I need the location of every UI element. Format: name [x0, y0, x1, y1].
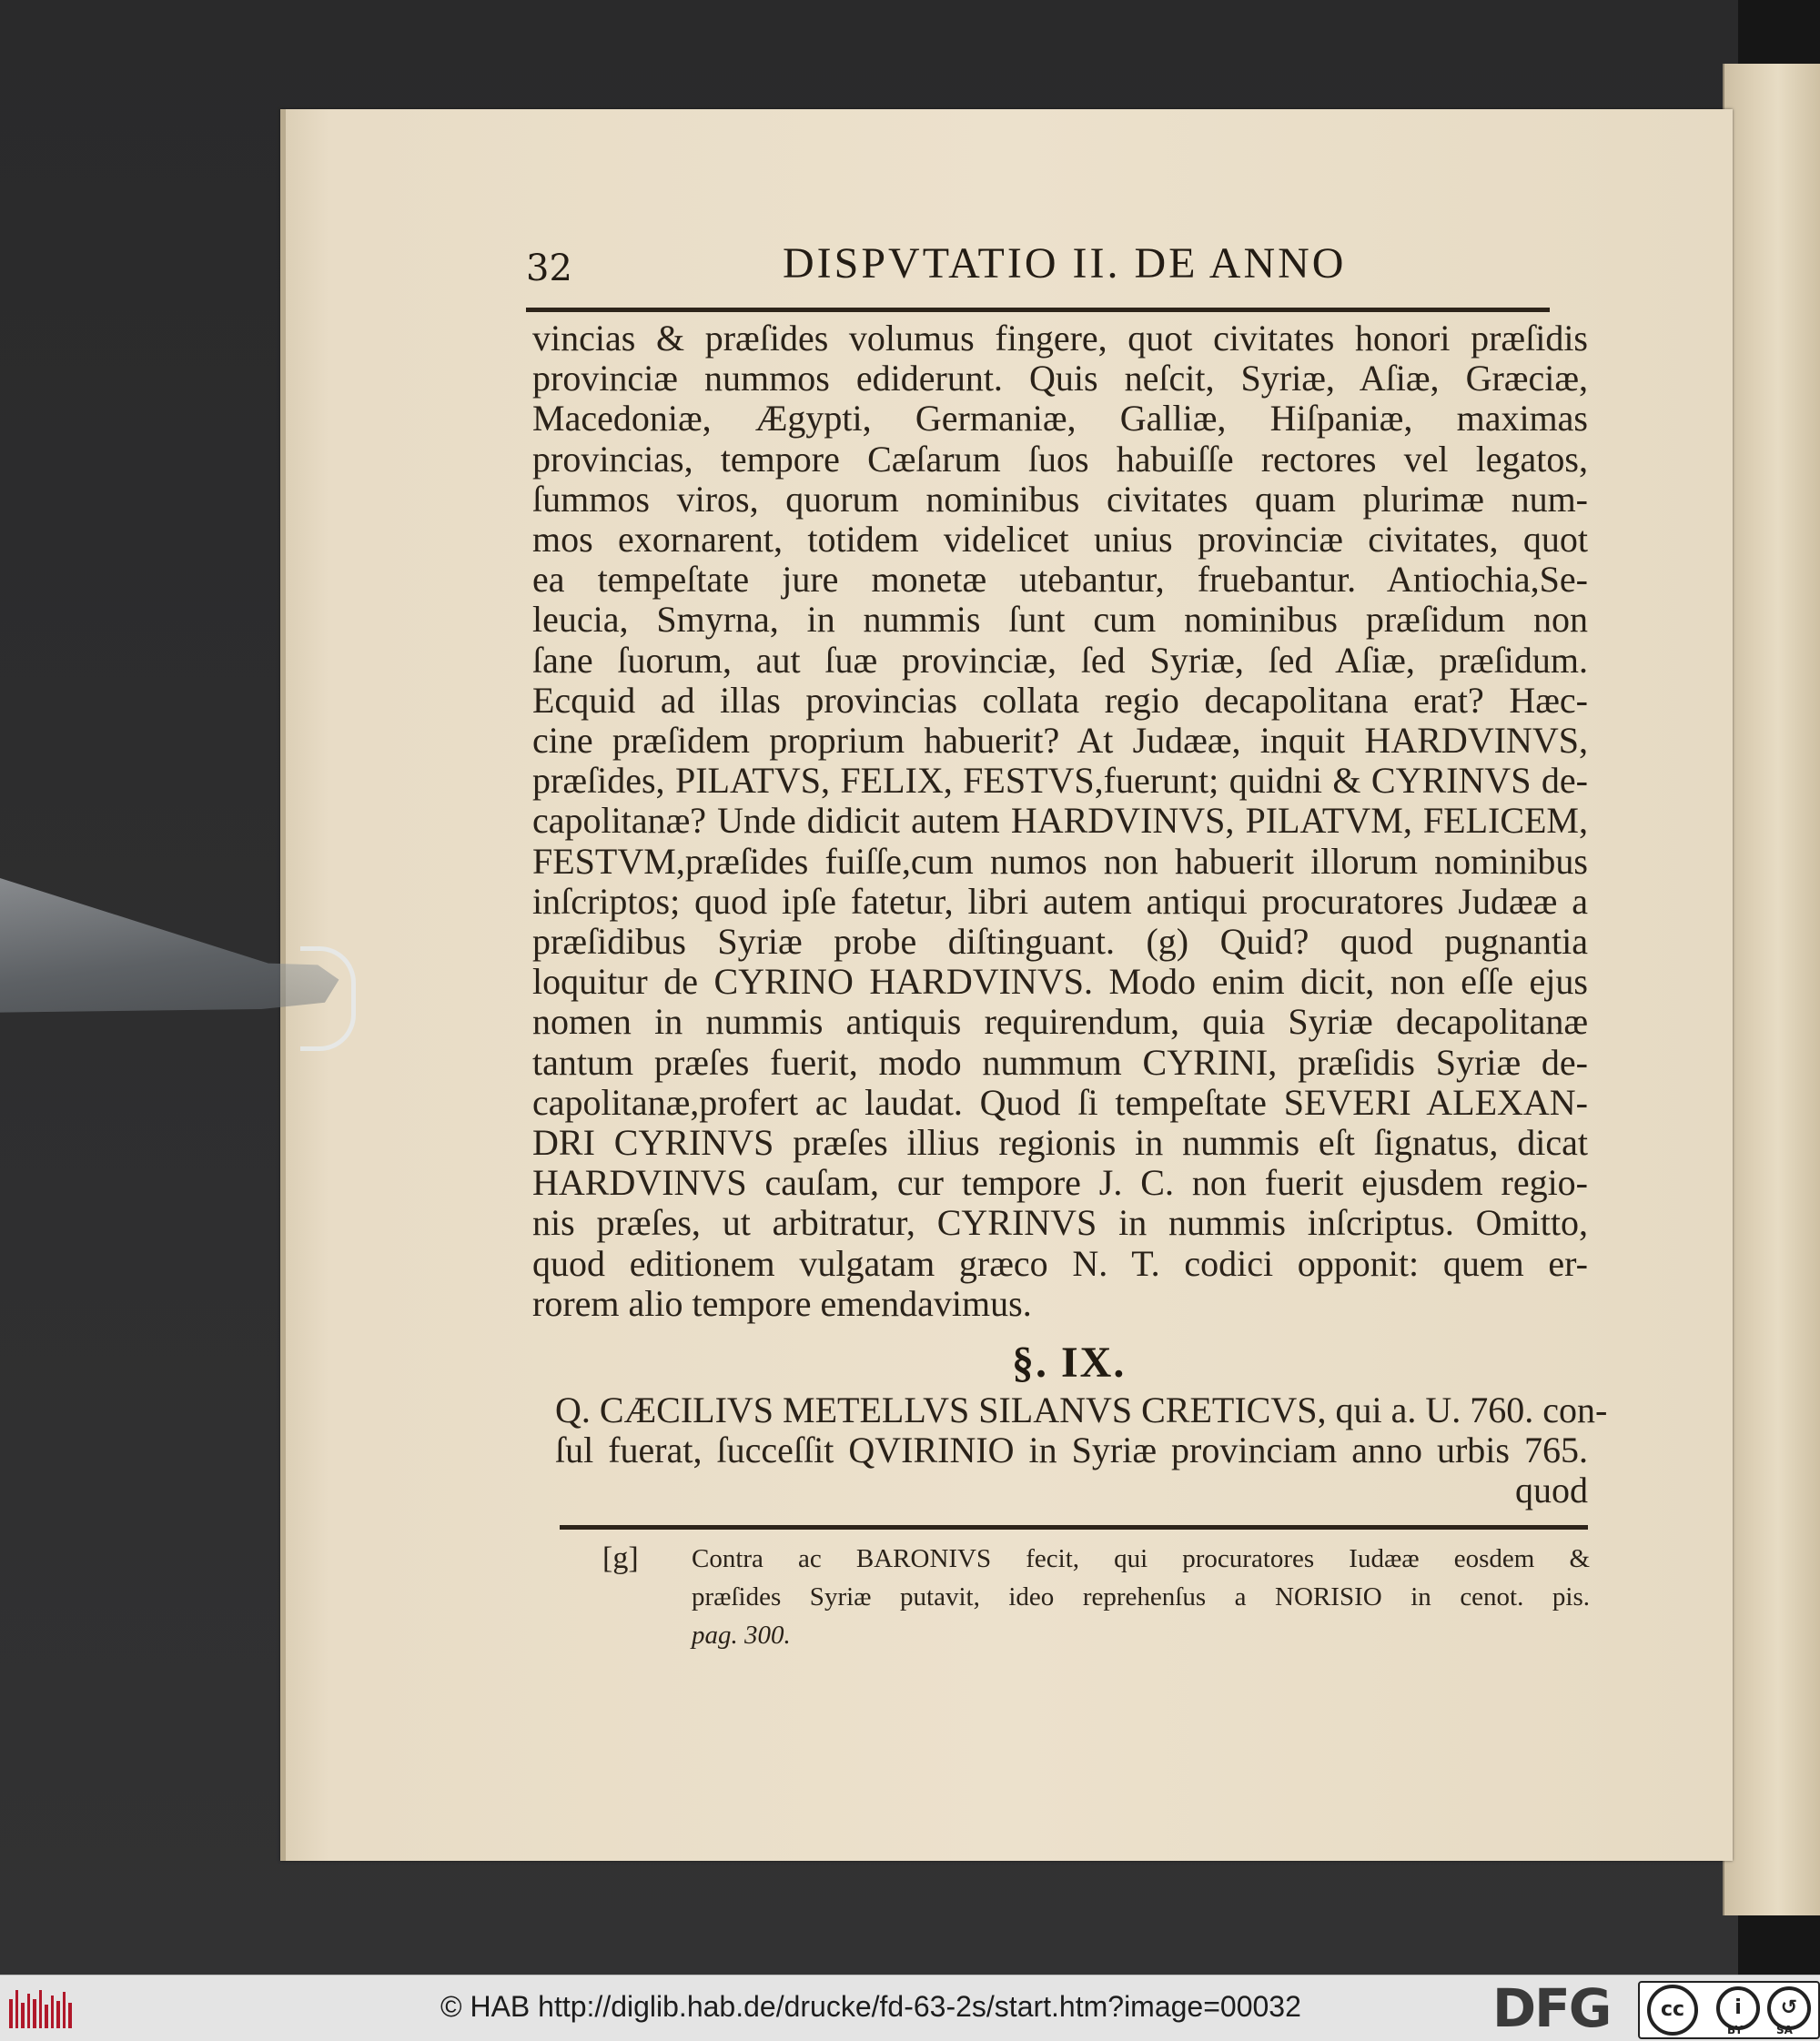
footnote-body: [692, 1540, 1590, 1654]
body-line: vincias & præſides volumus fingere, quot civitates honori præſidis: [532, 318, 1588, 359]
body-line: leucia, Smyrna, in nummis ſunt cum nominibus præſidum non: [532, 599, 1588, 641]
by-label: BY: [1727, 2024, 1744, 2036]
attribution-icon: i: [1716, 1986, 1760, 2030]
body-line: ea tempeſtate jure monetæ utebantur, fruebantur. Antiochia,Se-: [532, 559, 1588, 601]
section-line: ſul fuerat, ſucceſſit QVIRINIO in Syriæ provinciam anno urbis 765.: [555, 1430, 1588, 1470]
hab-logo-icon: [7, 1986, 76, 2032]
footnote-line: Contra ac BARONIVS fecit, qui procuratores Iudææ eosdem &: [692, 1544, 1590, 1573]
body-line: rorem alio tempore emendavimus.: [532, 1282, 1032, 1324]
body-line: cine præſidem proprium habuerit? At Judææ, inquit HARDVINVS,: [532, 720, 1588, 762]
body-line: provinciæ nummos ediderunt. Quis neſcit, Syriæ, Aſiæ, Græciæ,: [532, 358, 1588, 399]
body-line: Ecquid ad illas provincias collata regio decapolitana erat? Hæc-: [532, 679, 1588, 721]
share-alike-icon: ↺: [1767, 1986, 1811, 2030]
section-heading: §. IX.: [1012, 1339, 1127, 1387]
body-line: ſane ſuorum, aut ſuæ provinciæ, ſed Syriæ, ſed Aſiæ, præſidum.: [532, 639, 1588, 681]
section-text: [555, 1389, 1608, 1511]
citation-link[interactable]: © HAB http://diglib.hab.de/drucke/fd-63-2s/start.htm?image=00032: [440, 1990, 1301, 2023]
page-header: [526, 238, 1550, 289]
body-line: ſummos viros, quorum nominibus civitates quam plurimæ num-: [532, 478, 1588, 520]
body-line: HARDVINVS cauſam, cur tempore J. C. non fuerit ejusdem regio-: [532, 1162, 1588, 1204]
cc-icon: cc: [1647, 1985, 1698, 2036]
sa-label: SA: [1776, 2024, 1793, 2036]
header-rule: [526, 308, 1550, 312]
body-line: capolitanæ,profert ac laudat. Quod ſi tempeſtate SEVERI ALEXAN-: [532, 1081, 1588, 1123]
running-head: DISPVTATIO II. DE ANNO: [783, 239, 1347, 288]
page-clamp-tip: [300, 946, 356, 1051]
body-line: mos exornarent, totidem videlicet unius provinciæ civitates, quot: [532, 519, 1588, 561]
book-spine: [1723, 64, 1820, 1915]
body-line: nomen in nummis antiquis requirendum, quia Syriæ decapolitanæ: [532, 1001, 1588, 1043]
body-line: loquitur de CYRINO HARDVINVS. Modo enim dicit, non eſſe ejus: [532, 961, 1588, 1003]
page-number: 32: [526, 248, 572, 289]
body-line: inſcriptos; quod ipſe fatetur, libri autem antiqui procuratores Judææ a: [532, 880, 1588, 922]
body-line: FESTVM,præſides fuiſſe,cum numos non habuerit illorum nominibus: [532, 840, 1588, 882]
body-line: DRI CYRINVS præſes illius regionis in nummis eſt ſignatus, dicat: [532, 1122, 1588, 1164]
cc-license-badge[interactable]: [1638, 1981, 1820, 2039]
footnote-rule: [560, 1525, 1588, 1530]
citation-bar: [0, 1975, 1820, 2041]
body-line: Macedoniæ, Ægypti, Germaniæ, Galliæ, Hiſpaniæ, maximas: [532, 398, 1588, 440]
body-line: provincias, tempore Cæſarum ſuos habuiſſe rectores vel legatos,: [532, 438, 1588, 480]
dfg-logo: DFG: [1492, 1977, 1611, 2039]
body-line: capolitanæ? Unde didicit autem HARDVINVS, PILATVM, FELICEM,: [532, 800, 1588, 842]
body-line: præſidibus Syriæ probe diſtinguant. (g) Quid? quod pugnantia: [532, 921, 1588, 963]
body-text: [532, 318, 1588, 1324]
section-line: Q. CÆCILIVS METELLVS SILANVS CRETICVS, qui a. U. 760. con-: [555, 1389, 1608, 1430]
footnote-mark: [g]: [602, 1541, 639, 1575]
body-line: nis præſes, ut arbitratur, CYRINVS in nummis inſcriptus. Omitto,: [532, 1202, 1588, 1244]
catchword: quod: [1515, 1470, 1588, 1511]
footnote-line: præſides Syriæ putavit, ideo reprehenſus a NORISIO in cenot. pis.: [692, 1582, 1590, 1612]
body-line: præſides, PILATVS, FELIX, FESTVS,fuerunt; quidni & CYRINVS de-: [532, 760, 1588, 802]
footnote-line: pag. 300.: [692, 1621, 791, 1650]
body-line: quod editionem vulgatam græco N. T. codici opponit: quem er-: [532, 1242, 1588, 1284]
body-line: tantum præſes fuerit, modo nummum CYRINI, præſidis Syriæ de-: [532, 1041, 1588, 1083]
